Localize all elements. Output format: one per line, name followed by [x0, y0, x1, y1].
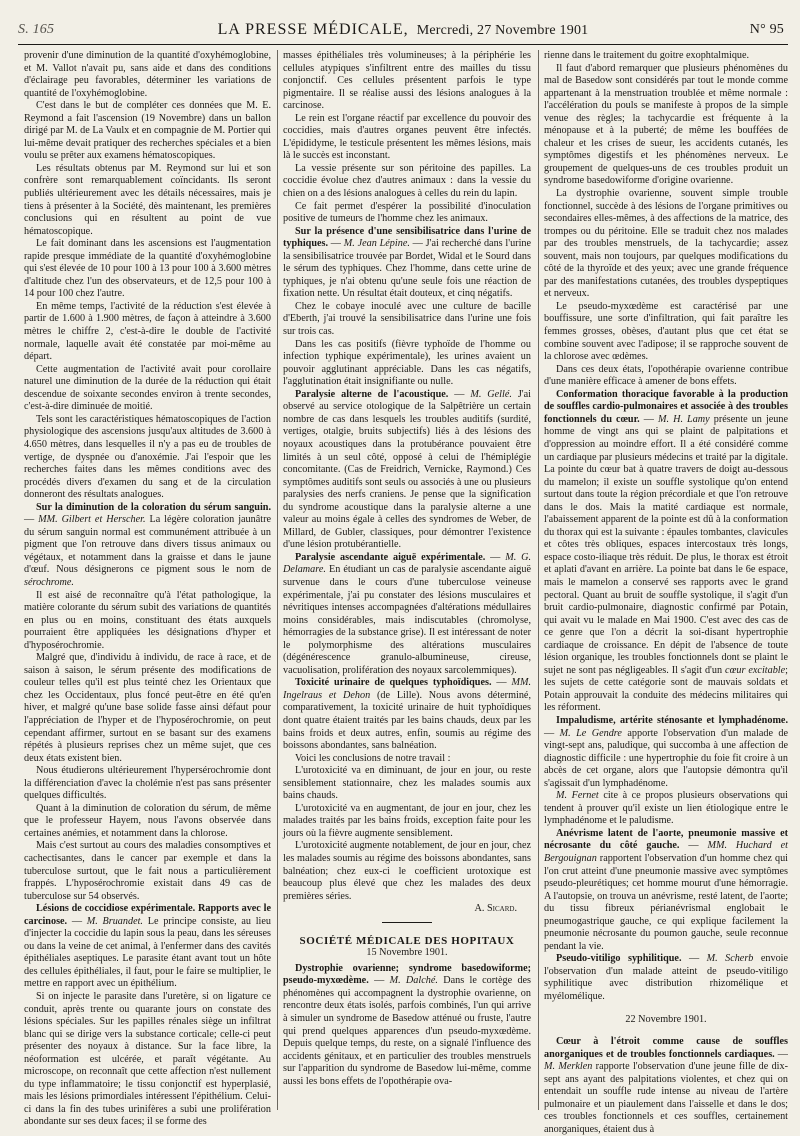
article-text: Le principe consiste, au lieu d'injecter la coccidie du lapin sous la peau, dans les séreuses ou dans la veine de cet animal, à l'enfermer dans des cavités épithéliales aseptiques. Le parasite étant avant tout un hôte des cellules épithéliales, il faut, pour le faire se multiplier, le mettre en rapport avec un épithélium. — [24, 915, 272, 990]
article-text: cite à ce propos plusieurs observations qui tendent à prouver qu'il existe un lien étiologique entre le lymphadénome et le paludisme. — [544, 790, 788, 827]
article-author: M. Merklen — [544, 1061, 593, 1073]
article-text: La légère coloration jaunâtre du sérum sanguin normal est communément attribuée à un pigment que l'on retrouve dans divers tissus animaux ou végétaux, et notamment dans la graisse et dans le jaune d'œuf. Nous désignerons ce pigment sous le nom de — [24, 514, 272, 576]
article-heading: Anévrisme latent de l'aorte, pneumonie massive et nécrosante du côté gauche. — [544, 827, 788, 852]
article-heading: Toxicité urinaire de quelques typhoïdiques. — [295, 677, 492, 689]
article-entry: Anévrisme latent de l'aorte, pneumonie massive et nécrosante du côté gauche. — MM. Huchard et Bergouignan rapportent l'observation d'un homme chez qui l'on crut atteint d'une pneumonie massive avec symptômes pseudo-pleurétiques; cet homme mourut d'une hémorragie. A l'autopsie, on trouva un anévrisme, resté latent, de l'aorte; du tissu fibreux périanévrismal englobait le pneumogastrique gauche, ce qui explique facilement la pneumonie nécrosante du poumon gauche, seule reconnue pendant la vie. — [544, 827, 788, 952]
paragraph: Dans ces deux états, l'opothérapie ovarienne contribue d'une manière efficace à amener de bons effets. — [544, 363, 788, 388]
paragraph: masses épithéliales très volumineuses; à la périphérie les cellules atypiques s'infiltrent entre des mailles du tissu conjonctif. Ces cellules présentent parfois le type pigmentaire. Il se réalise aussi des lésions analogues à la carcinose. — [283, 50, 531, 112]
article-author: M. Scherb — [706, 953, 754, 965]
paragraph: Quant à la diminution de coloration du sérum, de même que le professeur Hayem, nous l'avons observée dans certaines anémies, et notamment dans la chlorose. — [24, 802, 271, 839]
article-heading: Pseudo-vitiligo syphilitique. — [556, 953, 682, 965]
page-header — [18, 20, 788, 44]
section-divider — [382, 922, 432, 923]
article-heading: Dystrophie ovarienne; syndrome basedowiforme; pseudo-myxœdème. — [283, 962, 531, 987]
article-author: M. Gellé. — [470, 388, 512, 400]
paragraph: En même temps, l'activité de la réduction s'est élevée à partir de 1.600 à 1.900 mètres, de façon à atteindre à 3.600 mètres le chiffre 2, c'est-à-dire le double de l'activité normale, laquelle avait été constatée par moi-même au départ. — [24, 300, 271, 363]
article-author: MM. Ingelraus et Dehon — [283, 677, 532, 701]
article-entry: Sur la présence d'une sensibilisatrice dans l'urine de typhiques. — M. Jean Lépine. — J'ai recherché dans l'urine la sensibilisatrice trouvée par Bordet, Widal et le Sourd dans le sérum des typhiques. Chez l'homme, dans cette urine de typhiques, je n'ai obtenu qu'une seule fois une réaction de fixation nette. Un résultat était douteux, et cinq négatifs. — [283, 225, 532, 300]
column-middle — [283, 50, 531, 1110]
emphasis: sérochrome. — [24, 576, 74, 588]
article-entry — [544, 790, 788, 828]
paragraph: Ce fait permet d'espérer la possibilité d'inoculation positive de tumeurs de l'homme chez les animaux. — [283, 200, 531, 225]
paragraph: Il est aisé de reconnaître qu'à l'état pathologique, la matière colorante du sérum subit des variations de quantités en plus ou en moins, constituant des états auxquels pourraient être appliquées les désignations d'hyper et d'hyposérochromie. — [24, 589, 271, 651]
column-separator — [538, 50, 539, 1110]
signature: A. Sicard. — [474, 903, 517, 915]
paragraph: Voici les conclusions de notre travail : — [295, 752, 451, 764]
article-text: Dans le cortège des phénomènes qui accompagnent la dystrophie ovarienne, on rencontre deux états isolés, parfois combinés, l'un qui arrive à simuler un syndrome de Basedow atténué ou fruste, l'autre qui prend quelques apparences d'un pseudo-myxœdème. Depuis quelque temps, du reste, on a signalé l'influence des accidents génitaux, et en particulier des troubles menstruels sur l'apparition du syndrome de Basedow lui-même, comme aussi les bons effets de l'opothérapie ova- — [283, 975, 532, 1087]
paragraph: Mais c'est surtout au cours des maladies consomptives et cachectisantes, dans le cancer par exemple et dans la tuberculose surtout, que le fait nous a particulièrement frappés. L'hyposérochromie existait dans 49 cas de tuberculose sur 54 observés. — [24, 840, 271, 902]
article-heading: Paralysie ascendante aiguë expérimentale. — [295, 551, 486, 563]
article-entry: Paralysie alterne de l'acoustique. — M. Gellé. J'ai observé au service otologique de la Salpêtrière un certain nombre de cas dans lesquels les troubles auditifs (surdité, vertiges, otalgie, bruits subjectifs) liés à des lésions des noyaux acoustiques dans la protubérance pouvaient être limités à un seul côté, opposé à celui de l'hémiplégie concomitante. (Cas de Freidrich, Vernicke, Raymond.) Ces symptômes auditifs sont seuls ou associés à une ou plusieurs paralysies des nerfs craniens. Je pense que la signification du syndrome acoustique dans la paralysie alterne a une valeur au moins égale à celles des syndromes de Weber, de Millard, de Gubler, classiques, pour démontrer l'existence d'une lésion protubérantielle. — [283, 388, 531, 551]
paragraph: Cette augmentation de l'activité avait pour corollaire naturel une diminution de la durée de la réduction qui était descendue de soixante secondes environ à trente secondes, c'est-à-dire diminuée de moitié. — [24, 363, 271, 413]
paragraph: L'urotoxicité augmente notablement, de jour en jour, chez les malades soumis au régime des boissons abondantes, sans balnéation; chez eux-ci le coefficient urotoxique est beaucoup plus élevé que chez les malades des deux premières séries. — [283, 840, 531, 902]
article-heading: Paralysie alterne de l'acoustique. — [295, 388, 449, 400]
article-author: M. Le Gendre — [559, 727, 622, 739]
paragraph: La dystrophie ovarienne, souvent simple trouble fonctionnel, succède à des lésions de l'organe primitives ou secondaires elles-mêmes, à des affections de la matrice, des trompes ou du péritoine. Elle se traduit chez nos malades par des troubles menstruels, de la tachycardie; assez souvent, mais non toujours, par quelques modifications du côté de la thyroïde et des yeux; avec une grande fréquence par des manifestations cutanées, des troubles dyspeptiques et nerveux. — [544, 188, 788, 300]
page-number: S. 165 — [18, 22, 55, 37]
emphasis: cœur excitable — [725, 664, 786, 676]
article-author: M. G. Delamare. — [283, 551, 532, 576]
article-text: apporte l'observation d'un malade de vingt-sept ans, paludique, qui succomba à une affection de diagnostic difficile : une hypertrophie du foie fit croire à un abcès de cet organe, alors que l'autopsie démontra qu'il s'agissait d'un lymphadénome. — [544, 727, 789, 789]
article-text: En étudiant un cas de paralysie ascendante aiguë survenue dans le cours d'une tuberculose veineuse expérimentale, j'ai pu constater des lésions musculaires et névritiques intenses accompagnées d'altérations médullaires moins considérables, mais indiscutables (chromolyse, hémorragies de la substance grise). Il est intéressant de noter le polymorphisme des altérations musculaires (dégénérescence granulo-albumineuse, cireuse, vacuolisation, prolifération des noyaux sarcolemmiques). — [283, 564, 531, 676]
paragraph: La vessie présente sur son péritoine des papilles. La coccidie évolue chez d'autres animaux : dans la vessie du chien on a des lésions analogues à celles du rein du lapin. — [283, 162, 531, 200]
article-text: envoie l'observation d'un malade atteint de pseudo-vitiligo syphilitique avec distribution rhizomélique et myélomélique. — [544, 953, 789, 1003]
paragraph: C'est dans le but de compléter ces données que M. E. Reymond a fait l'ascension (19 Novembre) dans un ballon dirigé par M. de La Vaulx et en compagnie de M. Portier qui lui-même devait pratiquer des recherches spéciales et a bien voulu se prêter aux examens hématoscopiques. — [24, 100, 271, 162]
paragraph: Le rein est l'organe réactif par excellence du pouvoir des coccidies, mais d'autres organes peuvent être infectés. L'épididyme, le testicule présentent les mêmes lésions, mais là le succès est inconstant. — [283, 112, 531, 162]
paragraph: Nous étudierons ultérieurement l'hypersérochromie dont la différenciation d'avec la cholémie n'est pas sans présenter quelques difficultés. — [24, 765, 271, 802]
article-author: MM. Gilbert et Herscher. — [38, 514, 146, 526]
article-entry: Conformation thoracique favorable à la production de souffles cardio-pulmonaires et associée à des troubles fonctionnels du cœur. — M. H. Lamy présente un jeune homme de vingt ans qui se plaint de palpitations et d'oppression au moindre effort. Il a été considéré comme un cardiaque par plusieurs médecins et traité par la digitale. La pointe du cœur bat à quatre travers de doigt au-dessous du mamelon; il existe un souffle systolique qu'on entend surtout dans toute la région précordiale et que l'on retrouve dans le dos. Mais la matité cardiaque est normale, l'abaissement apparent de la pointe est dû à la conformation du thorax qui est la suivante : épaules tombantes, clavicules et côtes très obliques, espaces intercostaux très longs, espace costo-iliaque très réduit. De plus, le thorax est étroit et aplati d'avant en arrière. La pointe bat dans le 6e espace, mais le mamelon a conservé ses rapports avec le grand pectoral. Quant au bruit de souffle systolique, il s'agit d'un bruit cardio-pulmonaire, diagnostic confirmé par Potain, qui avait vu le malade en Mai 1900. C'est avec des cas de ce genre que l'on a décrit la soi-disant hypertrophie cardiaque de croissance. En dépit de l'absence de toute lésion organique, les troubles fonctionnels dont se plaint le sujet ne sont pas négligeables. Il s'agit d'un cœur excitable; les sujets de cette catégorie sont de mauvais soldats et Potain approuvait la conduite des médecins militaires qui les réforment. — [544, 388, 789, 714]
article-author: M. Bruandet. — [86, 915, 143, 927]
article-entry: Sur la diminution de la coloration du sérum sanguin. — MM. Gilbert et Herscher. La légère coloration jaunâtre du sérum sanguin normal est communément attribuée à un pigment que l'on retrouve dans divers tissus animaux ou végétaux, et notamment dans la graisse et dans le jaune d'œuf. Nous désignerons ce pigment sous le nom de sérochrome. — [24, 501, 272, 588]
paragraph: Tels sont les caractéristiques hématoscopiques de l'action physiologique des ascensions jusqu'aux altitudes de 3.600 à 4.650 mètres, dans lesquelles il n'y a pas eu de troubles de vertige, de dyspnée ou d'anoxémie. J'ai l'espoir que les recherches faites dans les mêmes conditions avec des procédés divers d'examen du sang et de la circulation donneront des résultats analogues. — [24, 413, 271, 501]
paragraph: Il faut d'abord remarquer que plusieurs phénomènes du mal de Basedow sont considérés par tout le monde comme appartenant à la menstruation troublée et même normale : l'accélération du pouls se manifeste à propos de la simple venue des règles; la tachycardie est fréquente à la ménopause et à la puberté; de même les bouffées de chaleur et les crises de sueur, les accidents cutanés, les symptômes digestifs et les phénomènes nerveux. Le groupement de quelques-uns de ces troubles produit un syndrome basedowiforme d'origine ovarienne. — [544, 62, 788, 187]
paragraph: Le fait dominant dans les ascensions est l'augmentation rapide presque immédiate de la quantité d'oxyhémoglobine qui s'est élevée de 10 pour 100 à 13 pour 100 à 3.600 mètres d'altitude chez l'un des observateurs, et de 12,5 pour 100 à 14 pour 100 chez l'autre. — [24, 238, 271, 300]
article-text: J'ai observé au service otologique de la Salpêtrière un certain nombre de cas dans lesquels les troubles auditifs (surdité, vertiges, otalgie, bruits subjectifs) liés à des lésions des noyaux acoustiques dans la protubérance pouvaient être limités à un seul côté, opposé à celui de l'hémiplégie concomitante. (Cas de Freidrich, Vernicke, Raymond.) Ces symptômes auditifs sont seuls ou associés à une ou plusieurs paralysies des nerfs craniens. Je pense que la signification du syndrome acoustique dans la paralysie alterne a une valeur au moins égale à celles des syndromes de Weber, de Millard, de Gubler, classiques, pour démontrer l'existence d'une lésion protubérantielle. — [283, 388, 531, 551]
paragraph: Les résultats obtenus par M. Reymond sur lui et son confrère sont remarquablement coïncidants. Ils seront publiés ultérieurement avec les détails nécessaires, mais je tiens à présenter à la Société, dès maintenant, les premières conclusions qui en résultent au point de vue hématoscopique. — [24, 162, 271, 237]
article-text: (de Lille). Nous avons déterminé, comparativement, la toxicité urinaire de huit typhoïdiques dont quatre étaient traités par les bains chauds, deux par les bains froids et deux autres, enfin, soumis au régime des boissons abondantes, sans balnéation. — [283, 689, 531, 752]
article-heading: Sur la présence d'une sensibilisatrice dans l'urine de typhiques. — [283, 225, 531, 250]
article-entry: Pseudo-vitiligo syphilitique. — M. Scherb envoie l'observation d'un malade atteint de pseudo-vitiligo syphilitique avec distribution rhizomélique et myélomélique. — [544, 953, 789, 1003]
paragraph: Chez le cobaye inoculé avec une culture de bacille d'Eberth, j'ai trouvé la sensibilisatrice dans l'urine une fois sur trois cas. — [283, 300, 531, 338]
header-rule — [18, 44, 788, 45]
article-entry: Toxicité urinaire de quelques typhoïdiques. — MM. Ingelraus et Dehon (de Lille). Nous avons déterminé, comparativement, la toxicité urinaire de huit typhoïdiques dont quatre étaient traités par les bains chauds, deux par les bains froids et deux autres, enfin, soumis au régime des boissons abondantes, sans balnéation. — [283, 677, 532, 752]
article-heading: Impaludisme, artérite sténosante et lymphadénome. — [556, 714, 788, 726]
paragraph: provenir d'une diminution de la quantité d'oxyhémoglobine, et M. Vallot n'avait pu, sans aide et dans des conditions d'éclairage peu favorables, déterminer les variations de quantité de l'oxyhémoglobine. — [24, 50, 271, 99]
paragraph: Malgré que, d'individu à individu, de race à race, et de saison à saison, le sérum présente des modifications de couleur telles qu'il est plus teinté chez les Orientaux que chez les Occidentaux, plus foncé peut-être en été qu'en hiver, et malgré qu'une base solide fasse ainsi défaut pour l'appréciation de l'hyper et de l'hyposérochromie, on peut cependant affirmer, surtout en se basant sur des examens répétés à plusieurs reprises chez un même sujet, que ces deux états existent bien. — [24, 652, 271, 764]
article-author: M. Dalché. — [389, 975, 438, 987]
paragraph: Le pseudo-myxœdème est caractérisé par une bouffissure, une sorte d'infiltration, qui fait paraître les femmes grosses, obèses, d'autant plus que cet état se combine souvent avec l'adipose; il se rapproche souvent de la chlorose avec œdèmes. — [544, 300, 788, 363]
session-date: 15 Novembre 1901. — [366, 947, 448, 959]
column-right — [544, 50, 789, 1135]
society-title: SOCIÉTÉ MÉDICALE DES HOPITAUX — [299, 934, 515, 947]
masthead — [18, 21, 788, 39]
article-text: ; les sujets de cette catégorie sont de mauvais soldats et Potain approuvait la conduite des médecins militaires qui les réforment. — [544, 664, 788, 714]
column-left — [24, 50, 272, 1128]
article-entry: Dystrophie ovarienne; syndrome basedowiforme; pseudo-myxœdème. — M. Dalché. Dans le cortège des phénomènes qui accompagnent la dystrophie ovarienne, on rencontre deux états isolés, parfois combinés, l'un qui arrive à simuler un syndrome de Basedow atténué ou fruste, l'autre qui prend quelques apparences d'un pseudo-myxœdème. Depuis quelque temps, du reste, on a signalé l'influence des accidents génitaux, et en particulier des troubles menstruels sur l'apparition du syndrome de Basedow lui-même, comme aussi les bons effets de l'opothérapie ova- — [283, 962, 532, 1087]
article-text: rapportent l'observation d'un homme chez qui l'on crut atteint d'une pneumonie massive avec symptômes pseudo-pleurétiques; cet homme mourut d'une hémorragie. A l'autopsie, on trouva un anévrisme, resté latent, de l'aorte; du tissu fibreux périanévrismal englobait le pneumogastrique gauche, ce qui explique facilement la pneumonie nécrosante du poumon gauche, seule reconnue pendant la vie. — [544, 853, 788, 952]
newspaper-page — [18, 0, 789, 1135]
article-heading: Lésions de coccidiose expérimentale. Rapports avec le carcinose. — [24, 903, 271, 927]
article-text: rapporte l'observation d'une jeune fille de dix-sept ans ayant des palpitations violentes, et chez qui on entendait un souffle rude intense au niveau de l'artère pulmonaire et un piaulement dans l'aisselle et dans le dos; ces troubles fonctionnels et ces souffles, certainement anorganiques, étaient dus à — [544, 1061, 788, 1135]
column-separator — [277, 50, 278, 1110]
article-author: MM. Huchard et Bergouignan — [544, 840, 788, 864]
article-entry: Paralysie ascendante aiguë expérimentale. — M. G. Delamare. En étudiant un cas de paralysie ascendante aiguë survenue dans le cours d'une tuberculose veineuse expérimentale, j'ai pu constater des lésions musculaires et névritiques intenses accompagnées d'altérations médullaires moins considérables, mais indiscutables (chromolyse, hémorragies de la substance grise). Il est intéressant de noter le polymorphisme des altérations musculaires (dégénérescence granulo-albumineuse, cireuse, vacuolisation, prolifération des noyaux sarcolemmiques). — [283, 551, 532, 676]
article-text: présente un jeune homme de vingt ans qui se plaint de palpitations et d'oppression au moindre effort. Il a été considéré comme un cardiaque par plusieurs médecins et traité par la digitale. La pointe du cœur bat à quatre travers de doigt au-dessous du mamelon; il existe un souffle systolique qu'on entend surtout dans toute la région précordiale et que l'on retrouve dans le dos. Mais la matité cardiaque est normale, l'abaissement apparent de la pointe est dû à la conformation du thorax qui est la suivante : épaules tombantes, clavicules et côtes très obliques, espaces intercostaux très longs, espace costo-iliaque très réduit. De plus, le thorax est étroit et aplati d'avant en arrière. La pointe bat dans le 6e espace, mais le mamelon a conservé ses rapports avec le grand pectoral. Quant au bruit de souffle systolique, il s'agit d'un bruit cardio-pulmonaire, diagnostic confirmé par Potain, qui avait vu le malade en Mai 1900. C'est avec des cas de ce genre que l'on a décrit la soi-disant hypertrophie cardiaque de croissance. En dépit de l'absence de toute lésion organique, les troubles fonctionnels dont se plaint le sujet ne sont pas négligeables. Il s'agit d'un — [544, 413, 789, 676]
article-text: J'ai recherché dans l'urine la sensibilisatrice trouvée par Bordet, Widal et le Sourd dans le sérum des typhiques. Chez l'homme, dans cette urine de typhiques, je n'ai obtenu qu'une seule fois une réaction de fixation nette. Un résultat était douteux, et cinq négatifs. — [283, 238, 532, 300]
article-entry: Lésions de coccidiose expérimentale. Rapports avec le carcinose. — M. Bruandet. Le principe consiste, au lieu d'injecter la coccidie du lapin sous la peau, dans les séreuses ou dans la veine de cet animal, à l'enfermer dans des cavités épithéliales aseptiques. Le parasite étant avant tout un hôte des cellules épithéliales, il faut, pour le faire se multiplier, le mettre en rapport avec un épithélium. — [24, 903, 272, 990]
paragraph: Dans les cas positifs (fièvre typhoïde de l'homme ou infection typhique expérimentale), les urines avaient un pouvoir agglutinant appréciable. Dans les cas négatifs, l'agglutination était insignifiante ou nulle. — [283, 338, 531, 388]
paragraph: L'urotoxicité va en augmentant, de jour en jour, chez les malades traités par les bains froids, exception faite pour les jours où la fièvre augmente sensiblement. — [283, 802, 531, 839]
article-entry: Cœur à l'étroit comme cause de souffles anorganiques et de troubles fonctionnels cardiaques. — M. Merklen rapporte l'observation d'une jeune fille de dix-sept ans ayant des palpitations violentes, et chez qui on entendait un souffle rude intense au niveau de l'artère pulmonaire et un piaulement dans l'aisselle et dans le dos; ces troubles fonctionnels et ces souffles, certainement anorganiques, étaient dus à — [544, 1036, 788, 1135]
paragraph: rienne dans le traitement du goitre exophtalmique. — [544, 50, 750, 61]
journal-title: LA PRESSE MÉDICALE, — [217, 21, 409, 38]
session-date: 22 Novembre 1901. — [625, 1013, 707, 1025]
article-author: M. Jean Lépine. — [343, 238, 410, 250]
article-author: M. Fernet — [556, 790, 599, 802]
article-heading: Sur la diminution de la coloration du sérum sanguin. — [36, 501, 271, 513]
article-heading: Conformation thoracique favorable à la production de souffles cardio-pulmonaires et associée à des troubles fonctionnels du cœur. — [544, 388, 788, 425]
paragraph: Si on injecte le parasite dans l'uretère, si on ligature ce conduit, après trente ou quarante jours on constate des lésions spéciales. Sur les papilles rénales siège un infiltrat blanc qui se dirige vers la substance corticale; celle-ci peut présenter des noyaux à distance. Sur la face libre, la néoformation est ulcérée, et paraît végétante. Au microscope, on reconnaît que cette affection n'est nullement du type inflammatoire; le tissu conjonctif est hyperplasié, mais les lésions primordiales intéressent l'épithélium. Celui-ci dans la fin des tubes urinifères a subi une prolifération abondante sur ses deux faces; il se forme des — [24, 991, 271, 1128]
paragraph: L'urotoxicité va en diminuant, de jour en jour, ou reste sensiblement stationnaire, chez les malades soumis aux bains chauds. — [283, 765, 531, 802]
article-entry: Impaludisme, artérite sténosante et lymphadénome. — M. Le Gendre apporte l'observation d'un malade de vingt-sept ans, paludique, qui succomba à une affection de diagnostic difficile : une hypertrophie du foie fit croire à un abcès de cet organe, alors que l'autopsie démontra qu'il s'agissait d'un lymphadénome. — [544, 714, 789, 789]
article-author: M. H. Lamy — [658, 413, 710, 425]
issue-number: N° 95 — [749, 22, 784, 37]
issue-date: Mercredi, 27 Novembre 1901 — [416, 23, 589, 38]
article-heading: Cœur à l'étroit comme cause de souffles anorganiques et de troubles fonctionnels cardiaques. — [544, 1036, 788, 1060]
